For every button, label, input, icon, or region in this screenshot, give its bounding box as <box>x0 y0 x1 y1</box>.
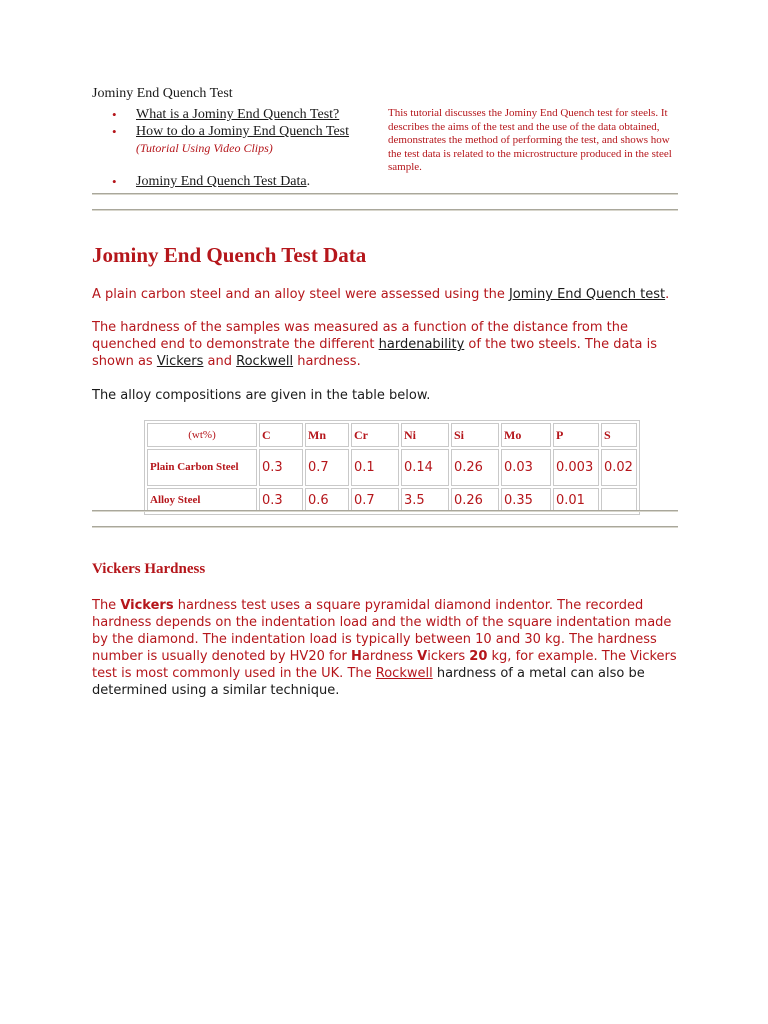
table-cell: 0.3 <box>259 488 303 512</box>
table-header: Mn <box>305 423 349 447</box>
table-cell: 0.26 <box>451 449 499 486</box>
top-title: Jominy End Quench Test <box>92 86 233 101</box>
table-cell: 0.7 <box>305 449 349 486</box>
table-header: S <box>601 423 637 447</box>
table-cell: 0.02 <box>601 449 637 486</box>
list-item <box>112 107 382 123</box>
table-cell: 0.7 <box>351 488 399 512</box>
table-header: Cr <box>351 423 399 447</box>
table-row <box>147 449 637 486</box>
row-label: Alloy Steel <box>147 488 257 512</box>
hardenability-link[interactable]: hardenability <box>378 337 465 352</box>
table-header: Si <box>451 423 499 447</box>
table-cell: 0.03 <box>501 449 551 486</box>
section-heading: Vickers Hardness <box>92 561 206 577</box>
table-header: (wt%) <box>147 423 257 447</box>
table-cell: 0.14 <box>401 449 449 486</box>
page-title: Jominy End Quench Test Data <box>92 243 367 267</box>
tutorial-description: This tutorial discusses the Jominy End Quench test for steels. It describes the aims of the test and the use of the data obtained, demonstrates the method of performing the test, and shows how the test data is related to the microstructure produced in the steel sample. <box>388 107 672 173</box>
table-cell: 0.003 <box>553 449 599 486</box>
how-to-link[interactable]: How to do a Jominy End Quench Test <box>136 124 350 139</box>
list-period: . <box>306 174 311 189</box>
divider <box>92 209 678 211</box>
vickers-paragraph: The Vickers hardness test uses a square pyramidal diamond indentor. The recorded hardness depends on the indentation load and the width of the square indentation made by the diamond. The indentation load is typically between 10 and 30 kg. The hardness number is usually denoted by HV20 for Hardness Vickers 20 kg, for example. The Vickers test is most commonly used in the UK. The Rockwell hardness of a metal can also be determined using a similar technique. <box>92 598 677 698</box>
list-item <box>112 124 382 156</box>
row-label: Plain Carbon Steel <box>147 449 257 486</box>
rockwell-link[interactable]: Rockwell <box>236 354 294 369</box>
table-cell: 0.3 <box>259 449 303 486</box>
what-is-link[interactable]: What is a Jominy End Quench Test? <box>136 107 340 122</box>
divider <box>92 510 678 512</box>
intro-paragraph: A plain carbon steel and an alloy steel were assessed using the Jominy End Quench test. <box>92 287 670 302</box>
table-row <box>147 488 637 512</box>
table-header: C <box>259 423 303 447</box>
rockwell-inline-link[interactable]: Rockwell <box>375 666 433 681</box>
divider <box>92 193 678 195</box>
table-header: P <box>553 423 599 447</box>
table-cell <box>601 488 637 512</box>
table-header-row <box>147 423 637 447</box>
vickers-link[interactable]: Vickers <box>156 354 204 369</box>
tutorial-note: (Tutorial Using Video Clips) <box>136 141 273 155</box>
table-cell: 3.5 <box>401 488 449 512</box>
divider <box>92 526 678 528</box>
hardness-paragraph: The hardness of the samples was measured as a function of the distance from the quenched end to demonstrate the different hardenability of the two steels. The data is shown as Vickers and Rockwell hardness. <box>92 320 657 369</box>
table-cell: 0.1 <box>351 449 399 486</box>
table-intro: The alloy compositions are given in the table below. <box>92 388 431 403</box>
jominy-test-link[interactable]: Jominy End Quench test <box>508 287 666 302</box>
table-cell: 0.01 <box>553 488 599 512</box>
table-header: Ni <box>401 423 449 447</box>
test-data-link[interactable]: Jominy End Quench Test Data <box>136 174 307 189</box>
table-header: Mo <box>501 423 551 447</box>
table-cell: 0.35 <box>501 488 551 512</box>
table-cell: 0.6 <box>305 488 349 512</box>
table-cell: 0.26 <box>451 488 499 512</box>
contents-list <box>112 107 382 190</box>
list-item <box>112 174 382 190</box>
composition-table <box>144 420 640 515</box>
